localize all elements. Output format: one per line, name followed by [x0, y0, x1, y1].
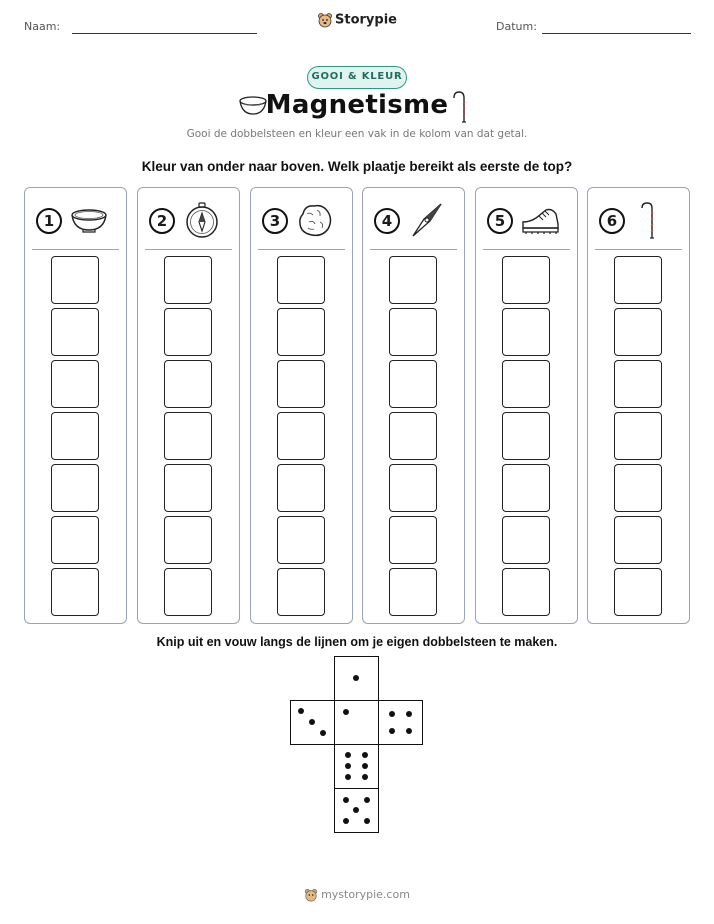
color-cell[interactable] [164, 516, 212, 564]
column-1 [24, 187, 127, 624]
color-cell[interactable] [614, 516, 662, 564]
cane-icon [452, 90, 470, 124]
brand-logo [0, 12, 714, 28]
color-cell[interactable] [51, 568, 99, 616]
pip [362, 763, 368, 769]
name-label: Naam: [24, 20, 61, 33]
dice-face-one-center [334, 700, 379, 745]
column-2 [137, 187, 240, 624]
color-cell[interactable] [389, 360, 437, 408]
pip [309, 719, 315, 725]
column-number: 1 [36, 208, 62, 234]
color-cell[interactable] [277, 256, 325, 304]
page-title: Magnetisme [265, 90, 449, 120]
color-cell[interactable] [502, 568, 550, 616]
pip [320, 730, 326, 736]
color-cell[interactable] [614, 568, 662, 616]
color-cell[interactable] [51, 308, 99, 356]
pip [406, 728, 412, 734]
pip [389, 711, 395, 717]
column-divider [258, 249, 345, 250]
rock-icon [295, 200, 335, 240]
color-cell[interactable] [502, 516, 550, 564]
color-cell[interactable] [164, 308, 212, 356]
color-cell[interactable] [277, 412, 325, 460]
pip [343, 797, 349, 803]
color-cell[interactable] [277, 360, 325, 408]
color-cell[interactable] [614, 464, 662, 512]
color-cell[interactable] [164, 412, 212, 460]
pip [353, 675, 359, 681]
color-cell[interactable] [164, 256, 212, 304]
column-number: 5 [487, 208, 513, 234]
footer-url[interactable]: mystorypie.com [321, 888, 410, 901]
color-cell[interactable] [277, 308, 325, 356]
color-cell[interactable] [51, 256, 99, 304]
pip [343, 818, 349, 824]
cane-icon [632, 200, 672, 240]
dice-face-one [334, 656, 379, 701]
pip [298, 708, 304, 714]
color-cell[interactable] [277, 568, 325, 616]
color-cell[interactable] [502, 464, 550, 512]
column-divider [32, 249, 119, 250]
color-cell[interactable] [164, 360, 212, 408]
color-cell[interactable] [502, 412, 550, 460]
pip [345, 763, 351, 769]
color-cell[interactable] [502, 308, 550, 356]
name-line[interactable] [72, 33, 257, 34]
pip [353, 807, 359, 813]
color-cell[interactable] [51, 412, 99, 460]
dice-face-four [378, 700, 423, 745]
pip [345, 774, 351, 780]
color-cell[interactable] [164, 568, 212, 616]
question: Kleur van onder naar boven. Welk plaatje bereikt als eerste de top? [141, 159, 573, 174]
color-cell[interactable] [51, 360, 99, 408]
color-cell[interactable] [614, 256, 662, 304]
color-cell[interactable] [164, 464, 212, 512]
color-cell[interactable] [389, 256, 437, 304]
color-cell[interactable] [51, 516, 99, 564]
compass-needle-icon [407, 200, 447, 240]
activity-badge: GOOI & KLEUR [307, 66, 407, 89]
column-divider [370, 249, 457, 250]
column-4 [362, 187, 465, 624]
dice-face-five [334, 788, 379, 833]
column-divider [145, 249, 232, 250]
column-number: 4 [374, 208, 400, 234]
pip [406, 711, 412, 717]
color-cell[interactable] [277, 516, 325, 564]
pip [362, 752, 368, 758]
bear-logo-icon [304, 888, 318, 902]
pip [343, 709, 349, 715]
subtitle: Gooi de dobbelsteen en kleur een vak in de kolom van dat getal. [186, 128, 528, 140]
column-number: 3 [262, 208, 288, 234]
color-cell[interactable] [51, 464, 99, 512]
column-number: 2 [149, 208, 175, 234]
column-divider [595, 249, 682, 250]
color-cell[interactable] [502, 256, 550, 304]
date-line[interactable] [542, 33, 691, 34]
column-number: 6 [599, 208, 625, 234]
dice-face-six [334, 744, 379, 789]
color-cell[interactable] [277, 464, 325, 512]
column-3 [250, 187, 353, 624]
pip [345, 752, 351, 758]
column-5 [475, 187, 578, 624]
dice-face-three [290, 700, 335, 745]
column-6 [587, 187, 690, 624]
footer [0, 888, 714, 902]
color-cell[interactable] [389, 464, 437, 512]
color-cell[interactable] [614, 360, 662, 408]
cut-instruction: Knip uit en vouw langs de lijnen om je eigen dobbelsteen te maken. [156, 635, 558, 649]
pip [364, 797, 370, 803]
color-cell[interactable] [614, 308, 662, 356]
pip [389, 728, 395, 734]
color-cell[interactable] [389, 516, 437, 564]
pip [362, 774, 368, 780]
pip [364, 818, 370, 824]
color-cell[interactable] [389, 568, 437, 616]
bear-logo-icon [317, 12, 333, 28]
color-cell[interactable] [389, 308, 437, 356]
color-cell[interactable] [502, 360, 550, 408]
color-cell[interactable] [614, 412, 662, 460]
date-label: Datum: [496, 20, 537, 33]
color-cell[interactable] [389, 412, 437, 460]
brand-name: Storypie [335, 12, 397, 28]
shoe-icon [520, 200, 560, 240]
bowl-icon [69, 200, 109, 240]
column-divider [483, 249, 570, 250]
compass-icon [182, 200, 222, 240]
